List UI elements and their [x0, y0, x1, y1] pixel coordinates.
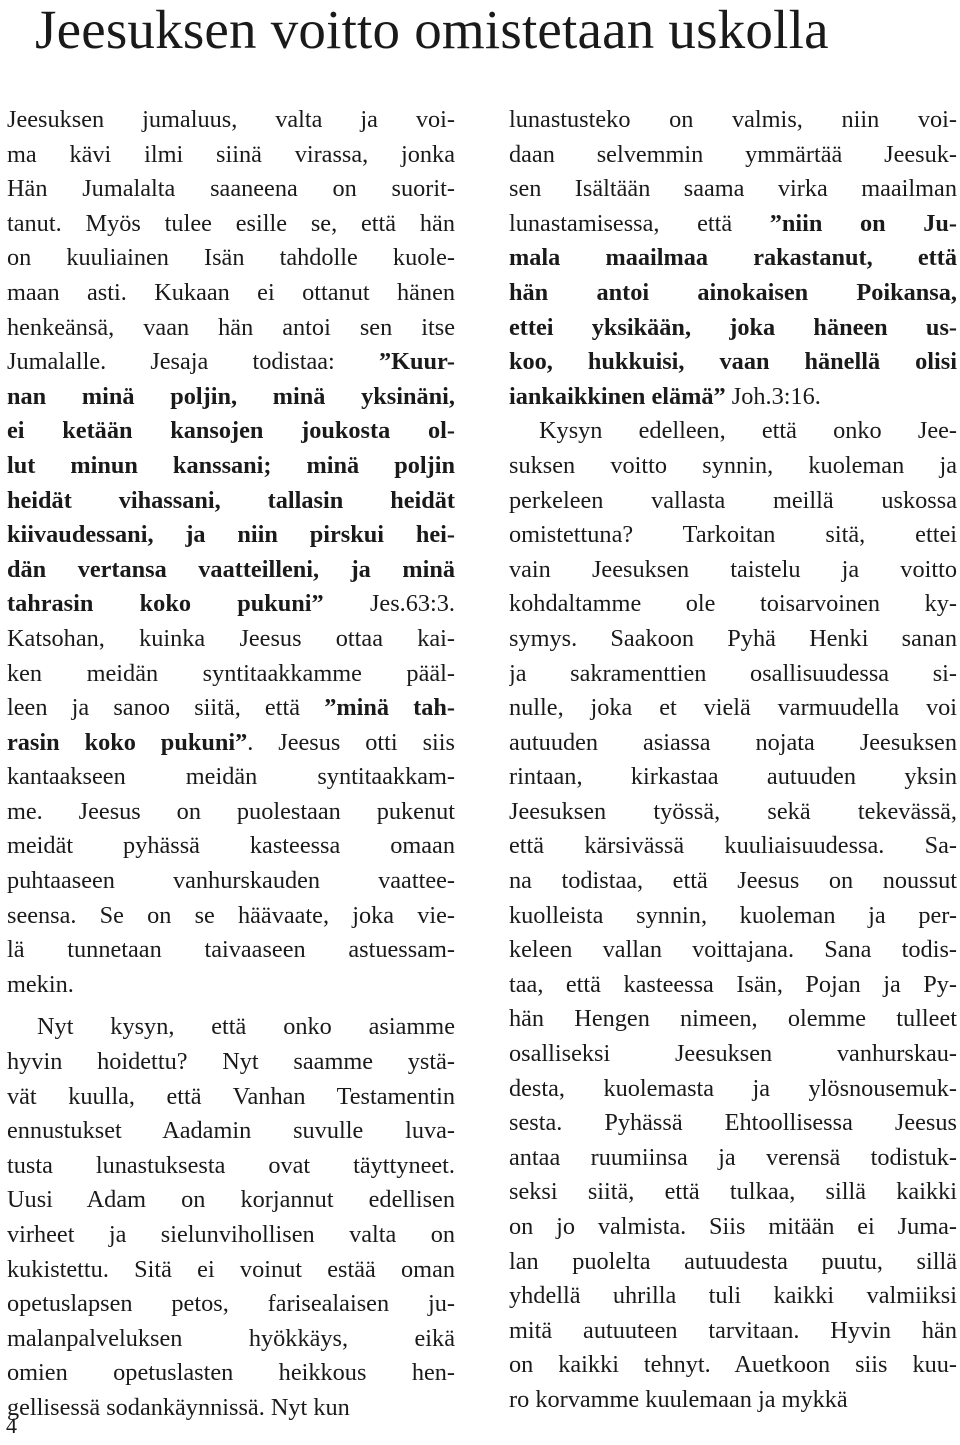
text-line — [509, 1314, 957, 1349]
body-text: seksi siitä, että tulkaa, sillä kaikki — [509, 1178, 957, 1206]
text-line — [509, 726, 957, 761]
text-line — [509, 691, 957, 726]
text-line — [509, 241, 957, 276]
text-line — [7, 1114, 455, 1149]
text-line — [7, 657, 455, 692]
text-line — [509, 1348, 957, 1383]
bold-quote-text: ”Kuur- — [378, 348, 455, 376]
body-text: symys. Saakoon Pyhä Henki sanan — [509, 624, 957, 652]
text-line — [509, 207, 957, 242]
bold-quote-text: ”minä tah- — [324, 694, 455, 722]
bold-quote-text: nan minä poljin, minä yksinäni, — [7, 382, 455, 410]
body-text: maan asti. Kukaan ei ottanut hänen — [7, 278, 455, 306]
text-line — [7, 864, 455, 899]
body-text: omistettuna? Tarkoitan sitä, ettei — [509, 521, 957, 549]
text-line — [7, 276, 455, 311]
body-text: gellisessä sodankäynnissä. Nyt kun — [7, 1393, 350, 1421]
text-line — [7, 1287, 455, 1322]
body-text: virheet ja sielunvihollisen valta on — [7, 1221, 455, 1248]
text-line — [509, 1037, 957, 1072]
text-line — [7, 795, 455, 830]
body-text: puhtaaseen vanhurskauden vaattee- — [7, 867, 455, 895]
text-line — [7, 1356, 455, 1391]
text-line — [7, 1322, 455, 1357]
text-line — [7, 345, 455, 380]
body-text: Jeesuksen jumaluus, valta ja voi- — [7, 106, 455, 133]
text-line — [509, 553, 957, 588]
text-line — [509, 138, 957, 173]
body-text: perkeleen vallasta meillä uskossa — [509, 486, 957, 514]
body-text: ken meidän syntitaakkamme pääl- — [7, 659, 455, 687]
body-text: suksen voitto synnin, kuoleman ja — [509, 451, 957, 479]
text-line — [7, 1045, 455, 1080]
body-text: lä tunnetaan taivaaseen astuessam- — [7, 936, 455, 964]
body-text: ennustukset Aadamin suvulle luva- — [7, 1117, 455, 1145]
text-line — [509, 968, 957, 1003]
text-line — [7, 1391, 455, 1426]
text-line — [509, 1175, 957, 1210]
text-line — [509, 311, 957, 346]
body-text: Joh.3:16. — [725, 382, 821, 410]
text-line — [7, 414, 455, 449]
text-line — [509, 1002, 957, 1037]
bold-quote-text: ettei yksikään, joka häneen us- — [509, 313, 957, 341]
body-text: Jumalalle. Jesaja todistaa: — [7, 348, 379, 376]
body-text: lunastusteko on valmis, niin voi- — [509, 106, 957, 133]
body-text: henkeänsä, vaan hän antoi sen itse — [7, 313, 455, 341]
bold-quote-text: iankaikkinen elämä” — [509, 382, 726, 410]
body-text: opetuslapsen petos, farisealaisen ju- — [7, 1290, 455, 1318]
page-number: 4 — [6, 1413, 17, 1438]
text-line — [7, 103, 455, 138]
body-text: kuolleista synnin, kuoleman ja per- — [509, 901, 957, 929]
text-line — [7, 311, 455, 346]
text-line — [7, 1080, 455, 1115]
body-text: hän Hengen nimeen, olemme tulleet — [509, 1005, 957, 1033]
body-text: autuuden asiassa nojata Jeesuksen — [509, 728, 957, 756]
body-text: antaa ruumiinsa ja verensä todistuk- — [509, 1143, 957, 1171]
bold-quote-text: mala maailmaa rakastanut, että — [509, 244, 957, 272]
text-line — [7, 691, 455, 726]
text-line — [509, 345, 957, 380]
body-text: tusta lunastuksesta ovat täyttyneet. — [7, 1151, 455, 1179]
body-text: malanpalveluksen hyökkäys, eikä — [7, 1324, 455, 1352]
body-text: desta, kuolemasta ja ylösnousemuk- — [509, 1074, 957, 1102]
bold-quote-text: ei ketään kansojen joukosta ol- — [7, 417, 455, 445]
text-line — [7, 1253, 455, 1288]
body-text: seensa. Se on se häävaate, joka vie- — [7, 901, 455, 929]
text-line — [7, 1010, 455, 1045]
text-line — [7, 933, 455, 968]
body-text: omien opetuslasten heikkous hen- — [7, 1359, 455, 1387]
text-line — [509, 1072, 957, 1107]
text-line — [7, 1183, 455, 1218]
text-line — [509, 103, 957, 138]
body-text: osalliseksi Jeesuksen vanhurskau- — [509, 1040, 957, 1068]
text-line — [7, 1149, 455, 1184]
text-line — [509, 587, 957, 622]
body-text: ja sakramenttien osallisuudessa si- — [509, 659, 957, 687]
bold-quote-text: heidät vihassani, tallasin heidät — [7, 486, 455, 514]
body-text: lunastamisessa, että — [509, 209, 770, 237]
text-line — [509, 933, 957, 968]
text-line — [7, 829, 455, 864]
body-text: Hän Jumalalta saaneena on suorit- — [7, 175, 455, 203]
bold-quote-text: hän antoi ainokaisen Poikansa, — [509, 278, 957, 306]
text-line — [7, 241, 455, 276]
body-text: na todistaa, että Jeesus on noussut — [509, 867, 957, 895]
text-line — [7, 587, 455, 622]
body-text: mitä autuuteen tarvitaan. Hyvin hän — [509, 1316, 957, 1344]
body-text: Jeesuksen työssä, sekä tekevässä, — [509, 797, 957, 825]
body-text: ma kävi ilmi siinä virassa, jonka — [7, 140, 455, 168]
body-text: tanut. Myös tulee esille se, että hän — [7, 209, 455, 237]
text-line — [7, 449, 455, 484]
body-text: me. Jeesus on puolestaan pukenut — [7, 797, 455, 825]
body-text: rintaan, kirkastaa autuuden yksin — [509, 763, 957, 791]
body-text: sen Isältään saama virka maailman — [509, 175, 957, 203]
text-line — [7, 138, 455, 173]
text-line — [509, 380, 957, 415]
body-text: sesta. Pyhässä Ehtoollisessa Jeesus — [509, 1109, 957, 1137]
text-line — [7, 899, 455, 934]
body-text: on jo valmista. Siis mitään ei Juma- — [509, 1213, 957, 1240]
text-line — [509, 172, 957, 207]
body-text: Nyt kysyn, että onko asiamme — [37, 1013, 455, 1041]
text-line — [509, 657, 957, 692]
text-line — [7, 380, 455, 415]
body-text: kantaakseen meidän syntitaakkam- — [7, 763, 455, 791]
bold-quote-text: kiivaudessani, ja niin pirskui hei- — [7, 521, 455, 549]
text-line — [509, 1245, 957, 1280]
body-text: Jes.63:3. — [323, 590, 455, 618]
text-line — [7, 553, 455, 588]
text-line — [509, 899, 957, 934]
text-line — [7, 484, 455, 519]
text-line — [509, 622, 957, 657]
body-text: ro korvamme kuulemaan ja mykkä — [509, 1385, 848, 1413]
text-line — [509, 1383, 957, 1418]
body-text: . Jeesus otti siis — [247, 728, 455, 756]
text-line — [509, 864, 957, 899]
right-text-column — [509, 103, 957, 1418]
text-line — [509, 1106, 957, 1141]
text-line — [7, 968, 455, 1003]
body-text: Uusi Adam on korjannut edellisen — [7, 1186, 455, 1214]
text-line — [509, 795, 957, 830]
body-text: hyvin hoidettu? Nyt saamme ystä- — [7, 1048, 455, 1076]
text-line — [509, 484, 957, 519]
body-text: Katsohan, kuinka Jeesus ottaa kai- — [7, 624, 455, 652]
bold-quote-text: rasin koko pukuni” — [7, 728, 248, 756]
text-line — [7, 518, 455, 553]
text-line — [509, 276, 957, 311]
body-text: vät kuulla, että Vanhan Testamentin — [7, 1082, 455, 1110]
text-line — [7, 622, 455, 657]
body-text: kukistettu. Sitä ei voinut estää oman — [7, 1255, 455, 1283]
body-text: on kaikki tehnyt. Auetkoon siis kuu- — [509, 1351, 957, 1379]
body-text: Kysyn edelleen, että onko Jee- — [539, 417, 957, 445]
article-title: Jeesuksen voitto omistetaan uskolla — [35, 0, 829, 60]
body-text: nulle, joka et vielä varmuudella voi — [509, 694, 957, 722]
body-text: vain Jeesuksen taistelu ja voitto — [509, 555, 957, 583]
text-line — [509, 760, 957, 795]
body-text: meidät pyhässä kasteessa omaan — [7, 832, 455, 860]
body-text: leen ja sanoo siitä, että — [7, 694, 325, 722]
text-line — [509, 829, 957, 864]
bold-quote-text: dän vertansa vaatteilleni, ja minä — [7, 555, 455, 583]
text-line — [509, 1141, 957, 1176]
text-line — [7, 207, 455, 242]
body-text: kohdaltamme ole toisarvoinen ky- — [509, 590, 957, 618]
body-text: keleen vallan voittajana. Sana todis- — [509, 936, 957, 964]
text-line — [7, 172, 455, 207]
body-text: lan puolelta autuudesta puutu, sillä — [509, 1247, 957, 1275]
text-line — [509, 1279, 957, 1314]
bold-quote-text: ”niin on Ju- — [769, 209, 957, 237]
body-text: on kuuliainen Isän tahdolle kuole- — [7, 244, 455, 272]
text-line — [7, 726, 455, 761]
body-text: daan selvemmin ymmärtää Jeesuk- — [509, 140, 957, 168]
text-line — [509, 449, 957, 484]
bold-quote-text: lut minun kanssani; minä poljin — [7, 451, 455, 479]
body-text: yhdellä uhrilla tuli kaikki valmiiksi — [509, 1282, 957, 1310]
text-line — [7, 760, 455, 795]
text-line — [509, 518, 957, 553]
bold-quote-text: tahrasin koko pukuni” — [7, 590, 324, 618]
body-text: mekin. — [7, 970, 74, 998]
body-text: taa, että kasteessa Isän, Pojan ja Py- — [509, 970, 957, 998]
body-text: että kärsivässä kuuliaisuudessa. Sa- — [509, 832, 957, 860]
left-text-column — [7, 103, 455, 1426]
bold-quote-text: koo, hukkuisi, vaan hänellä olisi — [509, 348, 957, 376]
text-line — [7, 1218, 455, 1253]
text-line — [509, 1210, 957, 1245]
text-line — [509, 414, 957, 449]
